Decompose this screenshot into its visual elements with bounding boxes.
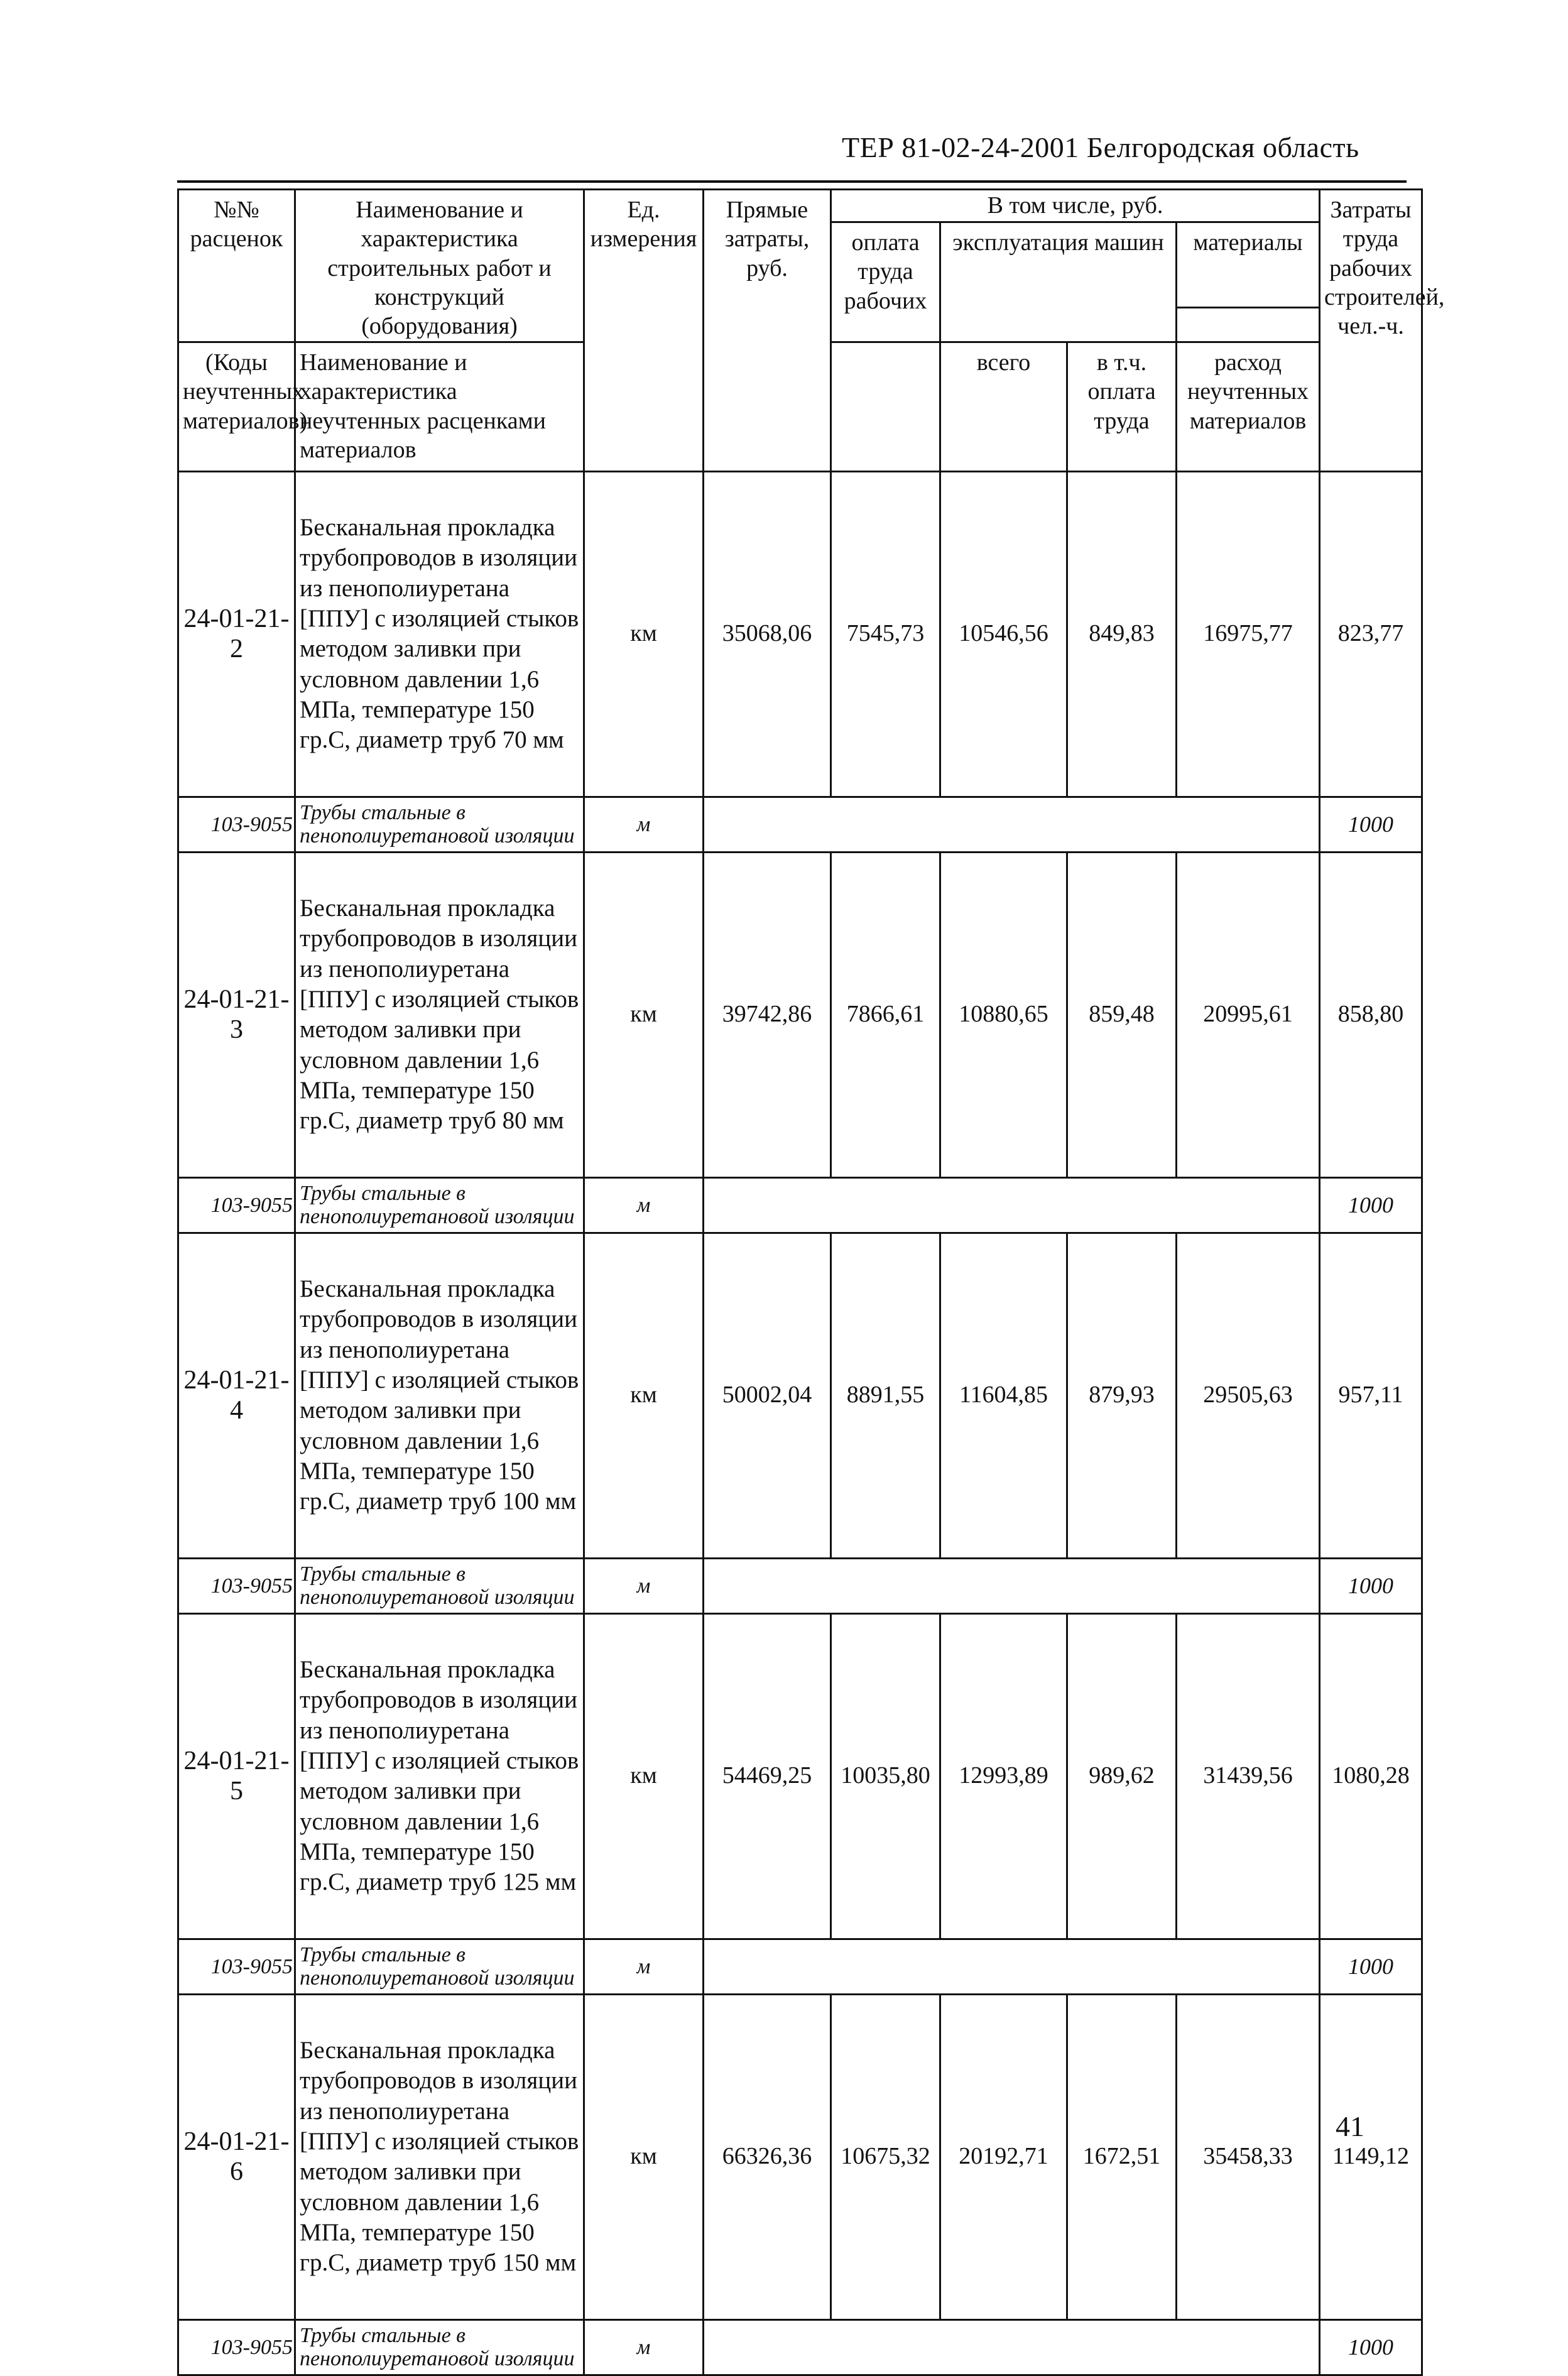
material-blank [704, 1939, 1320, 1994]
materials-cost: 20995,61 [1177, 852, 1320, 1177]
page-number: 41 [1336, 2110, 1364, 2142]
rate-unit: км [584, 1994, 704, 2319]
rate-code: 24-01-21-3 [178, 852, 295, 1177]
material-unit: м [584, 797, 704, 852]
material-code: 103-9055 [178, 1558, 295, 1613]
material-unit: м [584, 2319, 704, 2375]
material-quantity: 1000 [1320, 1939, 1422, 1994]
header-labor-pay-gap [831, 342, 940, 471]
rate-description: Бесканальная прокладка трубопроводов в изоляции из пенополиуретана [ППУ] с изоляцией стыков методом заливки при условном давлении 1,6 МПа, температуре 150 гр.С, диаметр труб 70 мм [295, 471, 584, 797]
material-code: 103-9055 [178, 1177, 295, 1233]
header-labor-pay: оплата труда рабочих [831, 222, 940, 342]
machines-total: 10546,56 [940, 471, 1067, 797]
header-name-sub: Наименование и характеристика неучтенных расценками материалов [295, 342, 584, 471]
rate-description: Бесканальная прокладка трубопроводов в изоляции из пенополиуретана [ППУ] с изоляцией стыков методом заливки при условном давлении 1,6 МПа, температуре 150 гр.С, диаметр труб 150 мм [295, 1994, 584, 2319]
table-row [178, 471, 1422, 797]
header-group: В том числе, руб. [831, 190, 1320, 222]
labor-hours: 823,77 [1320, 471, 1422, 797]
rate-unit: км [584, 852, 704, 1177]
material-blank [704, 1177, 1320, 1233]
rate-unit: км [584, 1233, 704, 1558]
material-name: Трубы стальные в пенополиуретановой изоляции [295, 797, 584, 852]
header-code-sub: (Коды неучтенных материалов) [178, 342, 295, 471]
machines-labor: 879,93 [1067, 1233, 1177, 1558]
labor-pay: 7866,61 [831, 852, 940, 1177]
material-row [178, 1558, 1422, 1613]
table-row [178, 852, 1422, 1177]
header-materials: материалы [1177, 222, 1320, 308]
labor-hours: 1080,28 [1320, 1613, 1422, 1939]
labor-hours: 957,11 [1320, 1233, 1422, 1558]
material-name: Трубы стальные в пенополиуретановой изоляции [295, 1558, 584, 1613]
machines-total: 11604,85 [940, 1233, 1067, 1558]
direct-costs: 39742,86 [704, 852, 831, 1177]
materials-cost: 29505,63 [1177, 1233, 1320, 1558]
direct-costs: 54469,25 [704, 1613, 831, 1939]
header-machines: эксплуатация машин [940, 222, 1177, 342]
rate-description: Бесканальная прокладка трубопроводов в изоляции из пенополиуретана [ППУ] с изоляцией стыков методом заливки при условном давлении 1,6 МПа, температуре 150 гр.С, диаметр труб 80 мм [295, 852, 584, 1177]
table-row [178, 1233, 1422, 1558]
labor-hours: 858,80 [1320, 852, 1422, 1177]
material-quantity: 1000 [1320, 797, 1422, 852]
material-quantity: 1000 [1320, 1177, 1422, 1233]
rate-description: Бесканальная прокладка трубопроводов в изоляции из пенополиуретана [ППУ] с изоляцией стыков методом заливки при условном давлении 1,6 МПа, температуре 150 гр.С, диаметр труб 100 мм [295, 1233, 584, 1558]
material-unit: м [584, 1558, 704, 1613]
material-quantity: 1000 [1320, 2319, 1422, 2375]
material-row [178, 1939, 1422, 1994]
material-name: Трубы стальные в пенополиуретановой изоляции [295, 1177, 584, 1233]
header-machines-total: всего [940, 342, 1067, 471]
header-direct-costs: Прямые затраты, руб. [704, 190, 831, 472]
direct-costs: 66326,36 [704, 1994, 831, 2319]
header-unit: Ед. измерения [584, 190, 704, 472]
material-row [178, 2319, 1422, 2375]
material-blank [704, 1558, 1320, 1613]
machines-total: 10880,65 [940, 852, 1067, 1177]
rates-table [177, 188, 1445, 2376]
rate-unit: км [584, 1613, 704, 1939]
labor-pay: 10035,80 [831, 1613, 940, 1939]
rate-code: 24-01-21-5 [178, 1613, 295, 1939]
material-quantity: 1000 [1320, 1558, 1422, 1613]
materials-cost: 16975,77 [1177, 471, 1320, 797]
document-title: ТЕР 81-02-24-2001 Белгородская область [842, 131, 1359, 163]
material-name: Трубы стальные в пенополиуретановой изоляции [295, 1939, 584, 1994]
labor-pay: 7545,73 [831, 471, 940, 797]
header-code: №№ расценок [178, 190, 295, 342]
header-name: Наименование и характеристика строительных работ и конструкций (оборудования) [295, 190, 584, 342]
material-row [178, 797, 1422, 852]
material-row [178, 1177, 1422, 1233]
materials-cost: 35458,33 [1177, 1994, 1320, 2319]
material-blank [704, 2319, 1320, 2375]
material-code: 103-9055 [178, 1939, 295, 1994]
labor-hours: 1149,12 [1320, 1994, 1422, 2319]
table-row [178, 1613, 1422, 1939]
material-unit: м [584, 1177, 704, 1233]
labor-pay: 8891,55 [831, 1233, 940, 1558]
material-code: 103-9055 [178, 2319, 295, 2375]
rate-code: 24-01-21-4 [178, 1233, 295, 1558]
machines-labor: 859,48 [1067, 852, 1177, 1177]
rate-unit: км [584, 471, 704, 797]
rate-code: 24-01-21-2 [178, 471, 295, 797]
rate-code: 24-01-21-6 [178, 1994, 295, 2319]
material-blank [704, 797, 1320, 852]
material-code: 103-9055 [178, 797, 295, 852]
header-machines-labor: в т.ч. оплата труда [1067, 342, 1177, 471]
direct-costs: 35068,06 [704, 471, 831, 797]
header-labor-hours: Затраты труда рабочих строителей, чел.-ч. [1320, 190, 1422, 472]
machines-total: 20192,71 [940, 1994, 1067, 2319]
header-materials-unaccounted: расход неучтенных материалов [1177, 342, 1320, 471]
material-unit: м [584, 1939, 704, 1994]
table-row [178, 1994, 1422, 2319]
header-materials-gap [1177, 308, 1320, 342]
header-rule [177, 180, 1407, 183]
machines-total: 12993,89 [940, 1613, 1067, 1939]
machines-labor: 849,83 [1067, 471, 1177, 797]
rate-description: Бесканальная прокладка трубопроводов в изоляции из пенополиуретана [ППУ] с изоляцией стыков методом заливки при условном давлении 1,6 МПа, температуре 150 гр.С, диаметр труб 125 мм [295, 1613, 584, 1939]
machines-labor: 1672,51 [1067, 1994, 1177, 2319]
machines-labor: 989,62 [1067, 1613, 1177, 1939]
direct-costs: 50002,04 [704, 1233, 831, 1558]
materials-cost: 31439,56 [1177, 1613, 1320, 1939]
labor-pay: 10675,32 [831, 1994, 940, 2319]
material-name: Трубы стальные в пенополиуретановой изоляции [295, 2319, 584, 2375]
